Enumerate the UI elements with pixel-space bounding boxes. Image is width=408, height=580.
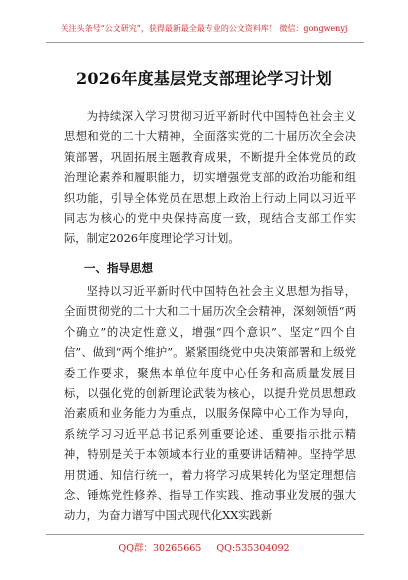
intro-paragraph: 为持续深入学习贯彻习近平新时代中国特色社会主义思想和党的二十大精神，全面落实党的二十届历次全会决策部署，巩固拓展主题教育成果，不断提升全体党员的政治理论素养和履职能力，切实增强党支部的政治功能和组织功能，引导全体党员在思想上政治上行动上同以习近平同志为核心的党中央保持高度一致，现结合支部工作实际，制定2026年度理论学习计划。 <box>64 110 356 246</box>
header-divider <box>46 42 364 43</box>
section-heading-guiding-ideology: 一、指导思想 <box>84 261 153 275</box>
document-title: 2026年度基层党支部理论学习计划 <box>76 69 332 88</box>
footer-qq: QQ:535304092 <box>216 543 290 554</box>
footer-divider <box>46 534 364 535</box>
section-1-paragraph: 坚持以习近平新时代中国特色社会主义思想为指导，全面贯彻党的二十大和二十届历次全会精神，深刻领悟“两个确立”的决定性意义，增强“四个意识”、坚定“四个自信”、做到“两个维护”。紧紧围绕党中央决策部署和上级党委工作要求，聚焦本单位年度中心任务和高质量发展目标，以强化党的创新理论武装为核心，以提升党员思想政治素质和业务能力为重点，以服务保障中心工作为导向，系统学习习近平总书记系列重要论述、重要指示批示精神，特别是关于本领域本行业的重要讲话精神。坚持学思用贯通、知信行统一，着力将学习成果转化为坚定理想信念、锤炼党性修养、指导工作实践、推动事业发展的强大动力，为奋力谱写中国式现代化XX实践新 <box>64 285 356 523</box>
footer-qq-group: QQ群：30265665 <box>118 543 202 554</box>
header-promo-text: 关注头条号“公文研究”，获得最新最全最专业的公文资料库！ 微信：gongwenyj <box>60 24 348 33</box>
footer-contact <box>0 540 408 554</box>
